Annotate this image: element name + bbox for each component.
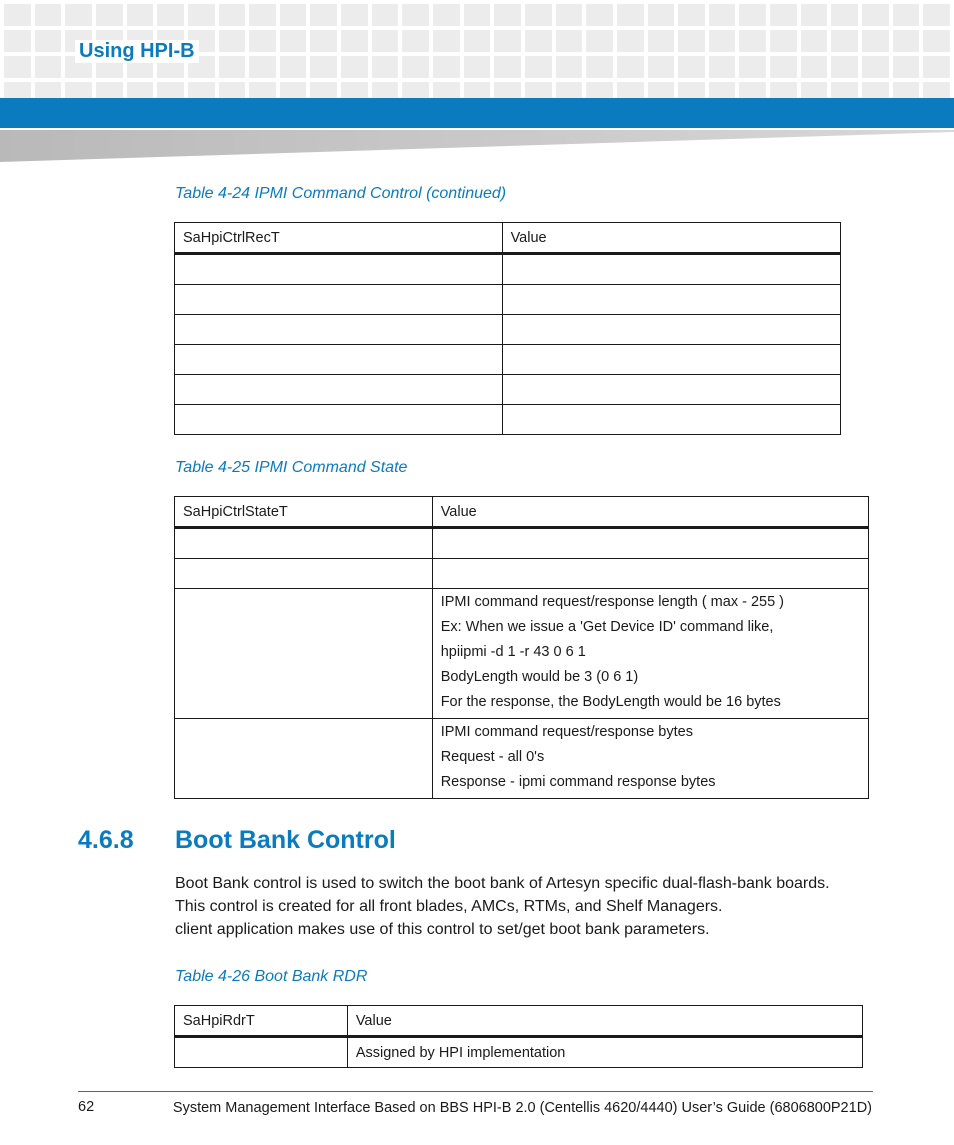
table-row xyxy=(175,719,869,799)
header-tile xyxy=(310,56,337,78)
table-cell xyxy=(175,405,503,435)
header-tile xyxy=(372,30,399,52)
table-cell xyxy=(175,375,503,405)
header-tile xyxy=(525,30,552,52)
header-tile xyxy=(157,4,184,26)
section-paragraph xyxy=(175,872,895,941)
table-cell xyxy=(175,1037,348,1068)
table-cell xyxy=(502,315,840,345)
table-header-row xyxy=(175,1006,863,1037)
header-tile xyxy=(678,56,705,78)
header-tile xyxy=(464,30,491,52)
header-tile xyxy=(801,30,828,52)
cell-line: Request - all 0's xyxy=(440,749,545,765)
header-tile xyxy=(617,30,644,52)
header-tile xyxy=(770,30,797,52)
header-tile xyxy=(280,4,307,26)
header-tile xyxy=(648,4,675,26)
cell-line: For the response, the BodyLength would be 16 bytes xyxy=(440,694,781,710)
header-tile xyxy=(893,4,920,26)
table-boot-bank-rdr xyxy=(174,1005,863,1068)
header-gray-wedge xyxy=(0,128,954,164)
header-tile xyxy=(862,4,889,26)
table-cell xyxy=(502,375,840,405)
header-tile xyxy=(96,4,123,26)
header-tile xyxy=(739,4,766,26)
header-tile xyxy=(372,4,399,26)
header-tile xyxy=(525,4,552,26)
header-tile xyxy=(617,4,644,26)
header-tile xyxy=(188,4,215,26)
header-tile xyxy=(525,56,552,78)
header-tile xyxy=(556,4,583,26)
header-tile xyxy=(249,30,276,52)
table-row xyxy=(175,405,841,435)
table-cell xyxy=(175,285,503,315)
header-tile xyxy=(464,4,491,26)
header-tile xyxy=(801,4,828,26)
header-tile xyxy=(862,30,889,52)
table-cell xyxy=(175,345,503,375)
table-cell xyxy=(175,528,433,559)
header-tile xyxy=(280,56,307,78)
header-tile xyxy=(770,4,797,26)
header-tile xyxy=(4,56,31,78)
table-row xyxy=(175,254,841,285)
header-tile xyxy=(893,56,920,78)
table-row xyxy=(175,345,841,375)
header-tile xyxy=(4,30,31,52)
header-tile xyxy=(310,4,337,26)
header-tile xyxy=(494,4,521,26)
column-header: Value xyxy=(347,1006,862,1037)
header-tile xyxy=(586,30,613,52)
cell-line: hpiipmi -d 1 -r 43 0 6 1 xyxy=(440,644,586,660)
footer-document-title: System Management Interface Based on BBS HPI-B 2.0 (Centellis 4620/4440) User’s Guide (6806800P21D) xyxy=(172,1100,872,1116)
running-header-title: Using HPI-B xyxy=(75,40,199,63)
header-tile xyxy=(831,4,858,26)
table-row xyxy=(175,589,869,719)
header-tile xyxy=(127,4,154,26)
header-tile xyxy=(372,56,399,78)
table-cell xyxy=(175,589,433,719)
header-blue-bar xyxy=(0,98,954,128)
paragraph-line: This control is created for all front blades, AMCs, RTMs, and Shelf Managers. xyxy=(175,898,723,915)
paragraph-line: client application makes use of this control to set/get boot bank parameters. xyxy=(175,921,710,938)
header-tile xyxy=(648,30,675,52)
table-header-row xyxy=(175,223,841,254)
table-row xyxy=(175,315,841,345)
cell-line: Response - ipmi command response bytes xyxy=(440,774,716,790)
header-tile xyxy=(739,30,766,52)
header-tile xyxy=(341,30,368,52)
footer-rule xyxy=(78,1091,873,1092)
header-tile xyxy=(341,56,368,78)
header-tile xyxy=(709,56,736,78)
header-tile xyxy=(219,30,246,52)
header-tile xyxy=(648,56,675,78)
table-cell xyxy=(502,285,840,315)
header-tile xyxy=(219,56,246,78)
header-tile xyxy=(464,56,491,78)
table-cell xyxy=(175,315,503,345)
column-header: SaHpiCtrlRecT xyxy=(175,223,503,254)
header-tile xyxy=(280,30,307,52)
header-tile xyxy=(402,56,429,78)
table-row xyxy=(175,375,841,405)
header-tile xyxy=(678,30,705,52)
header-tile xyxy=(709,30,736,52)
table-caption-4-26: Table 4-26 Boot Bank RDR xyxy=(175,968,368,985)
table-cell: Assigned by HPI implementation xyxy=(347,1037,862,1068)
header-tile xyxy=(433,56,460,78)
header-tile xyxy=(310,30,337,52)
header-tile xyxy=(402,30,429,52)
header-tile xyxy=(494,30,521,52)
header-tile xyxy=(402,4,429,26)
header-tile xyxy=(893,30,920,52)
header-tile xyxy=(4,4,31,26)
table-cell xyxy=(502,345,840,375)
header-tile xyxy=(709,4,736,26)
header-tile xyxy=(35,30,62,52)
header-tile xyxy=(494,56,521,78)
header-tile xyxy=(219,4,246,26)
header-tile xyxy=(35,56,62,78)
header-tile xyxy=(433,4,460,26)
header-tile xyxy=(556,30,583,52)
table-cell xyxy=(502,254,840,285)
header-tile xyxy=(831,56,858,78)
header-tile xyxy=(923,4,950,26)
table-caption-4-25: Table 4-25 IPMI Command State xyxy=(175,459,408,476)
header-tile xyxy=(249,4,276,26)
column-header: SaHpiRdrT xyxy=(175,1006,348,1037)
header-tile xyxy=(586,56,613,78)
table-cell-multiline xyxy=(432,589,868,719)
table-row xyxy=(175,559,869,589)
header-tile xyxy=(617,56,644,78)
header-tile xyxy=(341,4,368,26)
header-tile xyxy=(433,30,460,52)
header-tile xyxy=(739,56,766,78)
section-title: Boot Bank Control xyxy=(175,826,396,854)
table-header-row xyxy=(175,497,869,528)
cell-line: IPMI command request/response bytes xyxy=(440,724,693,740)
header-tile xyxy=(249,56,276,78)
table-row xyxy=(175,528,869,559)
header-tile xyxy=(801,56,828,78)
table-cell xyxy=(502,405,840,435)
header-tile xyxy=(586,4,613,26)
table-cell xyxy=(175,559,433,589)
column-header: Value xyxy=(502,223,840,254)
section-number: 4.6.8 xyxy=(78,826,134,854)
header-tile xyxy=(65,4,92,26)
header-tile xyxy=(831,30,858,52)
table-row xyxy=(175,1037,863,1068)
table-cell xyxy=(432,528,868,559)
table-cell xyxy=(432,559,868,589)
table-cell-multiline xyxy=(432,719,868,799)
column-header: Value xyxy=(432,497,868,528)
table-ipmi-command-control xyxy=(174,222,841,435)
column-header: SaHpiCtrlStateT xyxy=(175,497,433,528)
page-number: 62 xyxy=(78,1099,95,1115)
paragraph-line: Boot Bank control is used to switch the boot bank of Artesyn specific dual-flash-bank boards. xyxy=(175,875,830,892)
cell-line: BodyLength would be 3 (0 6 1) xyxy=(440,669,639,685)
table-caption-4-24: Table 4-24 IPMI Command Control (continued) xyxy=(175,185,507,202)
cell-line: Ex: When we issue a 'Get Device ID' command like, xyxy=(440,619,774,635)
table-cell xyxy=(175,254,503,285)
header-tile xyxy=(678,4,705,26)
header-tile xyxy=(556,56,583,78)
header-tile xyxy=(770,56,797,78)
table-cell xyxy=(175,719,433,799)
cell-line: IPMI command request/response length ( max - 255 ) xyxy=(440,594,785,610)
table-ipmi-command-state xyxy=(174,496,869,799)
header-tile xyxy=(923,56,950,78)
header-tile xyxy=(35,4,62,26)
table-row xyxy=(175,285,841,315)
header-tile xyxy=(862,56,889,78)
header-tile xyxy=(923,30,950,52)
